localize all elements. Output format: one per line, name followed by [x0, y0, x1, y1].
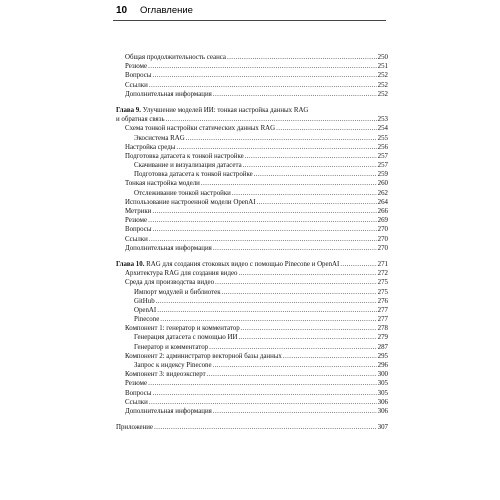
page-ref: 306: [377, 398, 388, 406]
toc-section-prev: [116, 53, 388, 99]
dot-leader: [243, 161, 377, 170]
page-ref: 260: [377, 180, 388, 188]
chapter-label: Глава 10.: [116, 260, 145, 268]
dot-leader: [232, 189, 377, 198]
entry-title: Схема тонкой настройки статических данных RAG: [125, 125, 276, 133]
page-header: [113, 0, 386, 28]
entry-title: Запрос к индексу Pinecone: [134, 362, 212, 369]
entry-title: Экосистема RAG: [134, 134, 185, 142]
toc-entry[interactable]: [116, 398, 388, 407]
entry-title: Ссылки: [125, 235, 148, 243]
entry-title: Компонент 3: видеоэксперт: [125, 371, 206, 379]
toc-entry[interactable]: [116, 198, 388, 207]
page-ref: 257: [377, 152, 388, 160]
dot-leader: [149, 398, 377, 407]
toc-entry[interactable]: [116, 161, 388, 170]
toc-entry[interactable]: [116, 407, 388, 416]
toc-entry[interactable]: [116, 315, 388, 324]
dot-leader: [241, 324, 377, 333]
page-ref: 277: [377, 316, 388, 324]
page-ref: 270: [377, 226, 388, 234]
dot-leader: [152, 71, 376, 80]
page-ref: 256: [377, 143, 388, 151]
dot-leader: [186, 134, 377, 143]
entry-title: Резюме: [125, 63, 148, 71]
toc-entry[interactable]: [116, 179, 388, 188]
page-number: 10: [116, 5, 128, 16]
dot-leader: [152, 207, 376, 216]
dot-leader: [201, 179, 377, 188]
dot-leader: [276, 124, 377, 133]
toc-entry[interactable]: [116, 288, 388, 297]
entry-title: Метрики: [125, 208, 152, 215]
appendix-title: Приложение: [116, 424, 153, 432]
toc-entry[interactable]: [116, 216, 388, 225]
dot-leader: [156, 297, 377, 306]
dot-leader: [166, 115, 377, 124]
entry-title: Импорт модулей и библиотек: [134, 288, 221, 296]
header-rule: [113, 20, 386, 21]
chapter-entries: [116, 269, 388, 416]
entry-title: OpenAI: [134, 306, 157, 314]
toc-entry[interactable]: [116, 71, 388, 80]
toc-entry[interactable]: [116, 53, 388, 62]
toc-entry[interactable]: [116, 134, 388, 143]
entry-title: Компонент 2: администратор векторной базы данных: [125, 352, 282, 360]
toc-entry[interactable]: [116, 225, 388, 234]
page-ref: 305: [377, 389, 388, 397]
dot-leader: [154, 423, 377, 432]
toc-entry[interactable]: [116, 152, 388, 161]
dot-leader: [283, 352, 377, 361]
dot-leader: [227, 53, 377, 62]
dot-leader: [257, 198, 377, 207]
entry-title: Скачивание и визуализация датасета: [134, 162, 242, 170]
dot-leader: [213, 90, 377, 99]
page-ref: 262: [377, 189, 388, 197]
dot-leader: [245, 152, 377, 161]
toc-entry[interactable]: [116, 124, 388, 133]
entry-title: Вопросы: [125, 389, 152, 397]
toc-entry[interactable]: [116, 81, 388, 90]
page-ref: 272: [377, 270, 388, 278]
entry-title: Резюме: [125, 380, 148, 388]
toc-chapter-10: [116, 260, 388, 416]
page-ref: 250: [377, 54, 388, 61]
table-of-contents: [116, 53, 388, 432]
toc-chapter-9: [116, 106, 388, 253]
toc-entry[interactable]: [116, 90, 388, 99]
entry-title: Ссылки: [125, 81, 148, 89]
dot-leader: [176, 143, 376, 152]
toc-entry[interactable]: [116, 244, 388, 253]
entry-title: Вопросы: [125, 226, 152, 234]
chapter-title-continued: и обратная связь: [116, 116, 165, 124]
page-ref: 269: [377, 217, 388, 225]
page-ref: 271: [377, 260, 388, 268]
page-ref: 257: [377, 162, 388, 170]
page-ref: 275: [377, 288, 388, 296]
page-ref: 276: [377, 297, 388, 305]
toc-entry[interactable]: [116, 235, 388, 244]
toc-entry[interactable]: [116, 143, 388, 152]
page-ref: 275: [377, 279, 388, 287]
dot-leader: [213, 361, 377, 370]
toc-entry[interactable]: [116, 333, 388, 342]
entry-title: Pinecone: [134, 316, 160, 324]
page-ref: 252: [377, 81, 388, 89]
toc-entry[interactable]: [116, 379, 388, 388]
page-ref: 300: [377, 371, 388, 379]
page-ref: 266: [377, 208, 388, 215]
page-ref: 255: [377, 134, 388, 142]
toc-entry[interactable]: [116, 269, 388, 278]
toc-entry[interactable]: [116, 370, 388, 379]
entry-title: Среда для производства видео: [125, 279, 215, 287]
toc-entry[interactable]: [116, 115, 388, 124]
entry-title: Дополнительная информация: [125, 407, 212, 415]
toc-entry[interactable]: [116, 389, 388, 398]
dot-leader: [160, 315, 376, 324]
entry-title: Дополнительная информация: [125, 244, 212, 252]
entry-title: Генерация датасета с помощью ИИ: [134, 334, 238, 342]
entry-title: Вопросы: [125, 72, 152, 80]
dot-leader: [148, 62, 377, 71]
toc-entry[interactable]: [116, 324, 388, 333]
dot-leader: [149, 81, 377, 90]
chapter-entries: [116, 124, 388, 253]
dot-leader: [213, 407, 377, 416]
page-ref: 279: [377, 334, 388, 342]
page-ref: 277: [377, 306, 388, 314]
page-ref: 270: [377, 244, 388, 252]
running-title: Оглавление: [140, 5, 193, 16]
dot-leader: [152, 225, 376, 234]
page-ref: 287: [377, 343, 388, 351]
entry-title: Ссылки: [125, 398, 148, 406]
page-ref: 254: [377, 125, 388, 133]
dot-leader: [222, 288, 377, 297]
dot-leader: [207, 370, 377, 379]
page-ref: 305: [377, 380, 388, 388]
toc-entry[interactable]: [116, 306, 388, 315]
chapter-title: RAG для создания стоковых видео с помощью Pinecone и OpenAI: [146, 260, 340, 268]
entry-title: Архитектура RAG для создания видео: [125, 270, 238, 278]
toc-entry[interactable]: [116, 352, 388, 361]
toc-entry[interactable]: [116, 361, 388, 370]
dot-leader: [213, 244, 377, 253]
dot-leader: [148, 379, 377, 388]
entry-title: Отслеживание тонкой настройки: [134, 189, 231, 197]
page-ref: 253: [377, 116, 388, 124]
entry-title: Общая продолжительность сеанса: [125, 54, 226, 61]
entry-title: Подготовка датасета к тонкой настройке: [125, 152, 244, 160]
page-ref: 259: [377, 171, 388, 179]
toc-appendix[interactable]: [116, 423, 388, 432]
dot-leader: [239, 333, 377, 342]
entry-title: Генератор и комментатор: [134, 343, 209, 351]
page-ref: 296: [377, 362, 388, 369]
toc-entry[interactable]: [116, 62, 388, 71]
dot-leader: [340, 260, 376, 269]
entry-title: Компонент 1: генератор и комментатор: [125, 325, 240, 333]
page-ref: 252: [377, 90, 388, 98]
dot-leader: [152, 389, 376, 398]
page-ref: 278: [377, 325, 388, 333]
toc-entry[interactable]: [116, 189, 388, 198]
entry-title: Тонкая настройка модели: [125, 180, 200, 188]
chapter-title: Улучшение моделей ИИ: тонкая настройка данных RAG: [142, 106, 309, 114]
entry-title: Подготовка датасета к тонкой настройке: [134, 171, 253, 179]
page-ref: 252: [377, 72, 388, 80]
toc-entry[interactable]: [116, 343, 388, 352]
page-ref: 251: [377, 63, 388, 71]
entry-title: GitHub: [134, 297, 155, 305]
dot-leader: [157, 306, 376, 315]
toc-entry[interactable]: [116, 170, 388, 179]
page-ref: 307: [377, 424, 388, 432]
entry-title: Настройка среды: [125, 143, 176, 151]
dot-leader: [215, 278, 377, 287]
page-ref: 270: [377, 235, 388, 243]
toc-entry[interactable]: [116, 207, 388, 216]
chapter-heading: [116, 106, 388, 115]
toc-entry[interactable]: [116, 297, 388, 306]
dot-leader: [148, 216, 377, 225]
page-ref: 295: [377, 352, 388, 360]
chapter-heading[interactable]: [116, 260, 388, 269]
entry-title: Дополнительная информация: [125, 90, 212, 98]
toc-entry[interactable]: [116, 278, 388, 287]
entry-title: Использование настроенной модели OpenAI: [125, 198, 256, 206]
dot-leader: [238, 269, 376, 278]
dot-leader: [254, 170, 377, 179]
page-ref: 264: [377, 198, 388, 206]
chapter-label: Глава 9.: [116, 106, 141, 114]
page-ref: 306: [377, 407, 388, 415]
dot-leader: [209, 343, 377, 352]
entry-title: Резюме: [125, 217, 148, 225]
dot-leader: [149, 235, 377, 244]
